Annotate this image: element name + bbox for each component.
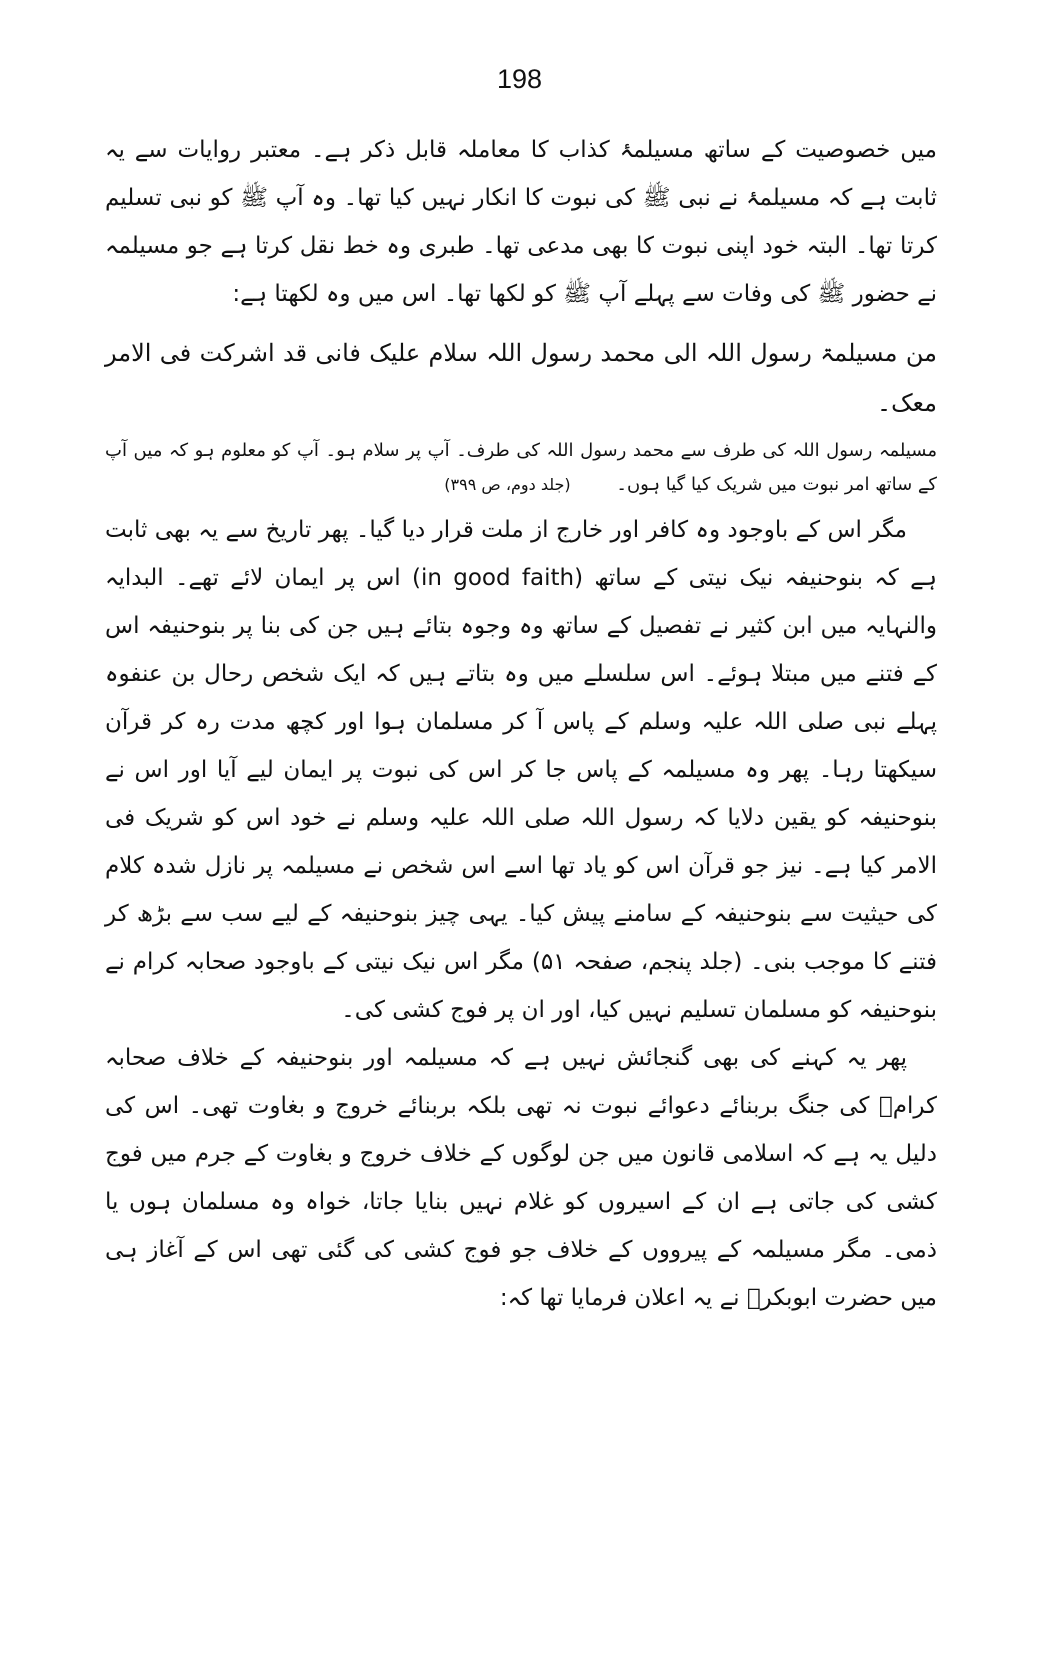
page-body [105,126,937,1322]
quote-translation [105,434,937,502]
translation-text: مسیلمہ رسول اللہ کی طرف سے محمد رسول اللہ کی طرف۔ آپ پر سلام ہو۔ آپ کو معلوم ہو کہ میں آپ کے ساتھ امر نبوت میں شریک کیا گیا ہوں۔ [105,440,937,495]
paragraph-argument: پھر یہ کہنے کی بھی گنجائش نہیں ہے کہ مسیلمہ اور بنوحنیفہ کے خلاف صحابہ کرامؓ کی جنگ بربنائے دعوائے نبوت نہ تھی بلکہ بربنائے خروج و بغاوت تھی۔ اس کی دلیل یہ ہے کہ اسلامی قانون میں جن لوگوں کے خلاف خروج و بغاوت کے جرم میں فوج کشی کی جاتی ہے ان کے اسیروں کو غلام نہیں بنایا جاتا، خواہ وہ مسلمان ہوں یا ذمی۔ مگر مسیلمہ کے پیرووں کے خلاف جو فوج کشی کی گئی تھی اس کے آغاز ہی میں حضرت ابوبکرؓ نے یہ اعلان فرمایا تھا کہ: [105,1045,937,1311]
arabic-quote: من مسیلمۃ رسول اللہ الی محمد رسول اللہ سلام علیک فانی قد اشرکت فی الامر معک۔ [105,339,937,417]
translation-reference: (جلد دوم، ص ۳۹۹) [444,475,571,494]
paragraph-banu-hanifa: مگر اس کے باوجود وہ کافر اور خارج از ملت قرار دیا گیا۔ پھر تاریخ سے یہ بھی ثابت ہے کہ بنوحنیفہ نیک نیتی کے ساتھ (in good faith) اس پر ایمان لائے تھے۔ البدایہ والنہایہ میں ابن کثیر نے تفصیل کے ساتھ وہ وجوہ بتائے ہیں جن کی بنا پر بنوحنیفہ اس کے فتنے میں مبتلا ہوئے۔ اس سلسلے میں وہ بتاتے ہیں کہ ایک شخص رحال بن عنفوہ پہلے نبی صلی اللہ علیہ وسلم کے پاس آ کر مسلمان ہوا اور کچھ مدت رہ کر قرآن سیکھتا رہا۔ پھر وہ مسیلمہ کے پاس جا کر اس کی نبوت پر ایمان لیے آیا اور اس نے بنوحنیفہ کو یقین دلایا کہ رسول اللہ صلی اللہ علیہ وسلم نے خود اس کو شریک فی الامر کیا ہے۔ نیز جو قرآن اس کو یاد تھا اسے اس شخص نے مسیلمہ پر نازل شدہ کلام کی حیثیت سے بنوحنیفہ کے سامنے پیش کیا۔ یہی چیز بنوحنیفہ کے لیے سب سے بڑھ کر فتنے کا موجب بنی۔ (جلد پنجم، صفحہ ۵۱) مگر اس نیک نیتی کے باوجود صحابہ کرام نے بنوحنیفہ کو مسلمان تسلیم نہیں کیا، اور ان پر فوج کشی کی۔ [105,517,938,1023]
page-number: 198 [496,64,543,94]
paragraph-intro: میں خصوصیت کے ساتھ مسیلمۂ کذاب کا معاملہ قابل ذکر ہے۔ معتبر روایات سے یہ ثابت ہے کہ مسیلمۂ نے نبی ﷺ کی نبوت کا انکار نہیں کیا تھا۔ وہ آپ ﷺ کو نبی تسلیم کرتا تھا۔ البتہ خود اپنی نبوت کا بھی مدعی تھا۔ طبری وہ خط نقل کرتا ہے جو مسیلمہ نے حضور ﷺ کی وفات سے پہلے آپ ﷺ کو لکھا تھا۔ اس میں وہ لکھتا ہے: [105,137,937,307]
